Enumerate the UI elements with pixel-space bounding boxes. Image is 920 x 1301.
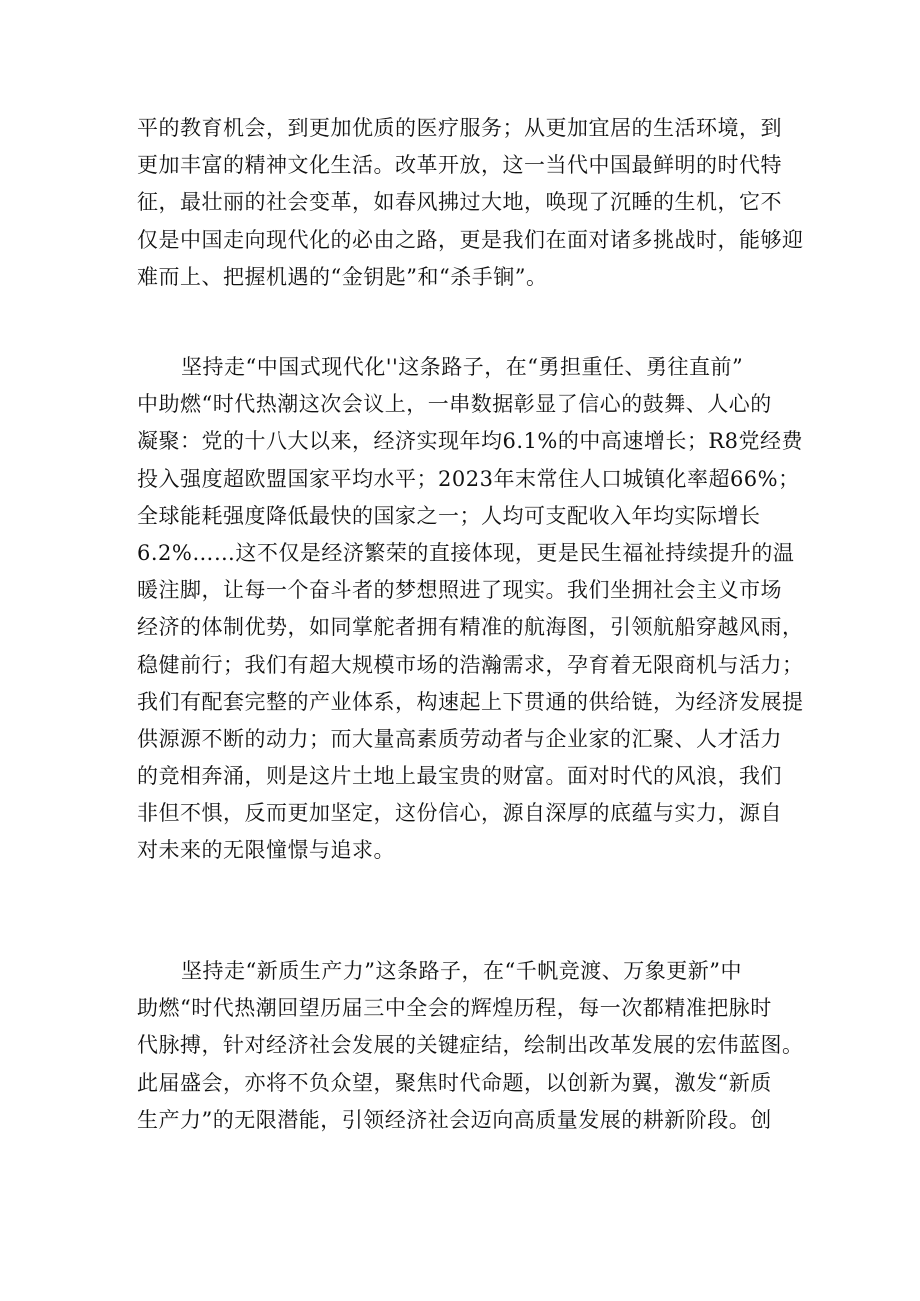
- paragraph-line: 仅是中国走向现代化的必由之路，更是我们在面对诸多挑战时，能够迎: [137, 227, 804, 252]
- paragraph-3: [137, 953, 804, 1139]
- paragraph-line: 稳健前行；我们有超大规模市场的浩瀚需求，孕育着无限商机与活力；: [137, 652, 804, 677]
- paragraph-line: 6.2%……这不仅是经济繁荣的直接体现，更是民生福祉持续提升的温: [137, 540, 795, 565]
- paragraph-line: 此届盛会，亦将不负众望，聚焦时代命题，以创新为翼，激发“新质: [137, 1070, 772, 1095]
- paragraph-line: 非但不惧，反而更加坚定，这份信心，源自深厚的底蕴与实力，源自: [137, 801, 782, 826]
- paragraph-line: 代脉搏，针对经济社会发展的关键症结，绘制出改革发展的宏伟蓝图。: [137, 1033, 804, 1058]
- paragraph-line: 对未来的无限憧憬与追求。: [137, 838, 395, 863]
- paragraph-line: 坚持走“中国式现代化''这条路子，在“勇担重任、勇往直前”: [181, 355, 744, 379]
- paragraph-line: 平的教育机会，到更加优质的医疗服务；从更加宜居的生活环境，到: [137, 116, 782, 140]
- paragraph-2: [137, 349, 804, 870]
- paragraph-line: 助燃“时代热潮回望历届三中全会的辉煌历程，每一次都精准把脉时: [137, 996, 772, 1021]
- paragraph-line: 坚持走“新质生产力”这条路子，在“千帆竞渡、万象更新”中: [181, 959, 742, 983]
- paragraph-line: 生产力”的无限潜能，引领经济社会迈向高质量发展的耕新阶段。创: [137, 1107, 772, 1132]
- paragraph-line: 的竞相奔涌，则是这片土地上最宝贵的财富。面对时代的风浪，我们: [137, 764, 782, 789]
- paragraph-line: 全球能耗强度降低最快的国家之一；人均可支配收入年均实际增长: [137, 503, 761, 528]
- paragraph-line: 中助燃“时代热潮这次会议上，一串数据彰显了信心的鼓舞、人心的: [137, 392, 772, 417]
- paragraph-line: 凝聚：党的十八大以来，经济实现年均6.1%的中高速增长；R8党经费: [137, 429, 804, 454]
- paragraph-line: 暖注脚，让每一个奋斗者的梦想照进了现实。我们坐拥社会主义市场: [137, 578, 782, 603]
- paragraph-line: 难而上、把握机遇的“金钥匙”和“杀手锏”。: [137, 264, 548, 289]
- paragraph-line: 征，最壮丽的社会变革，如春风拂过大地，唤现了沉睡的生机，它不: [137, 190, 782, 215]
- paragraph-line: 供源源不断的动力；而大量高素质劳动者与企业家的汇聚、人才活力: [137, 726, 782, 751]
- paragraph-line: 我们有配套完整的产业体系，构速起上下贯通的供给链，为经济发展提: [137, 689, 804, 714]
- paragraph-1: [137, 110, 804, 296]
- paragraph-line: 经济的体制优势，如同掌舵者拥有精准的航海图，引领航船穿越风雨，: [137, 615, 804, 640]
- paragraph-line: 更加丰富的精神文化生活。改革开放，这一当代中国最鲜明的时代特: [137, 153, 782, 178]
- paragraph-line: 投入强度超欧盟国家平均水平；2023年末常住人口城镇化率超66%；: [137, 466, 800, 491]
